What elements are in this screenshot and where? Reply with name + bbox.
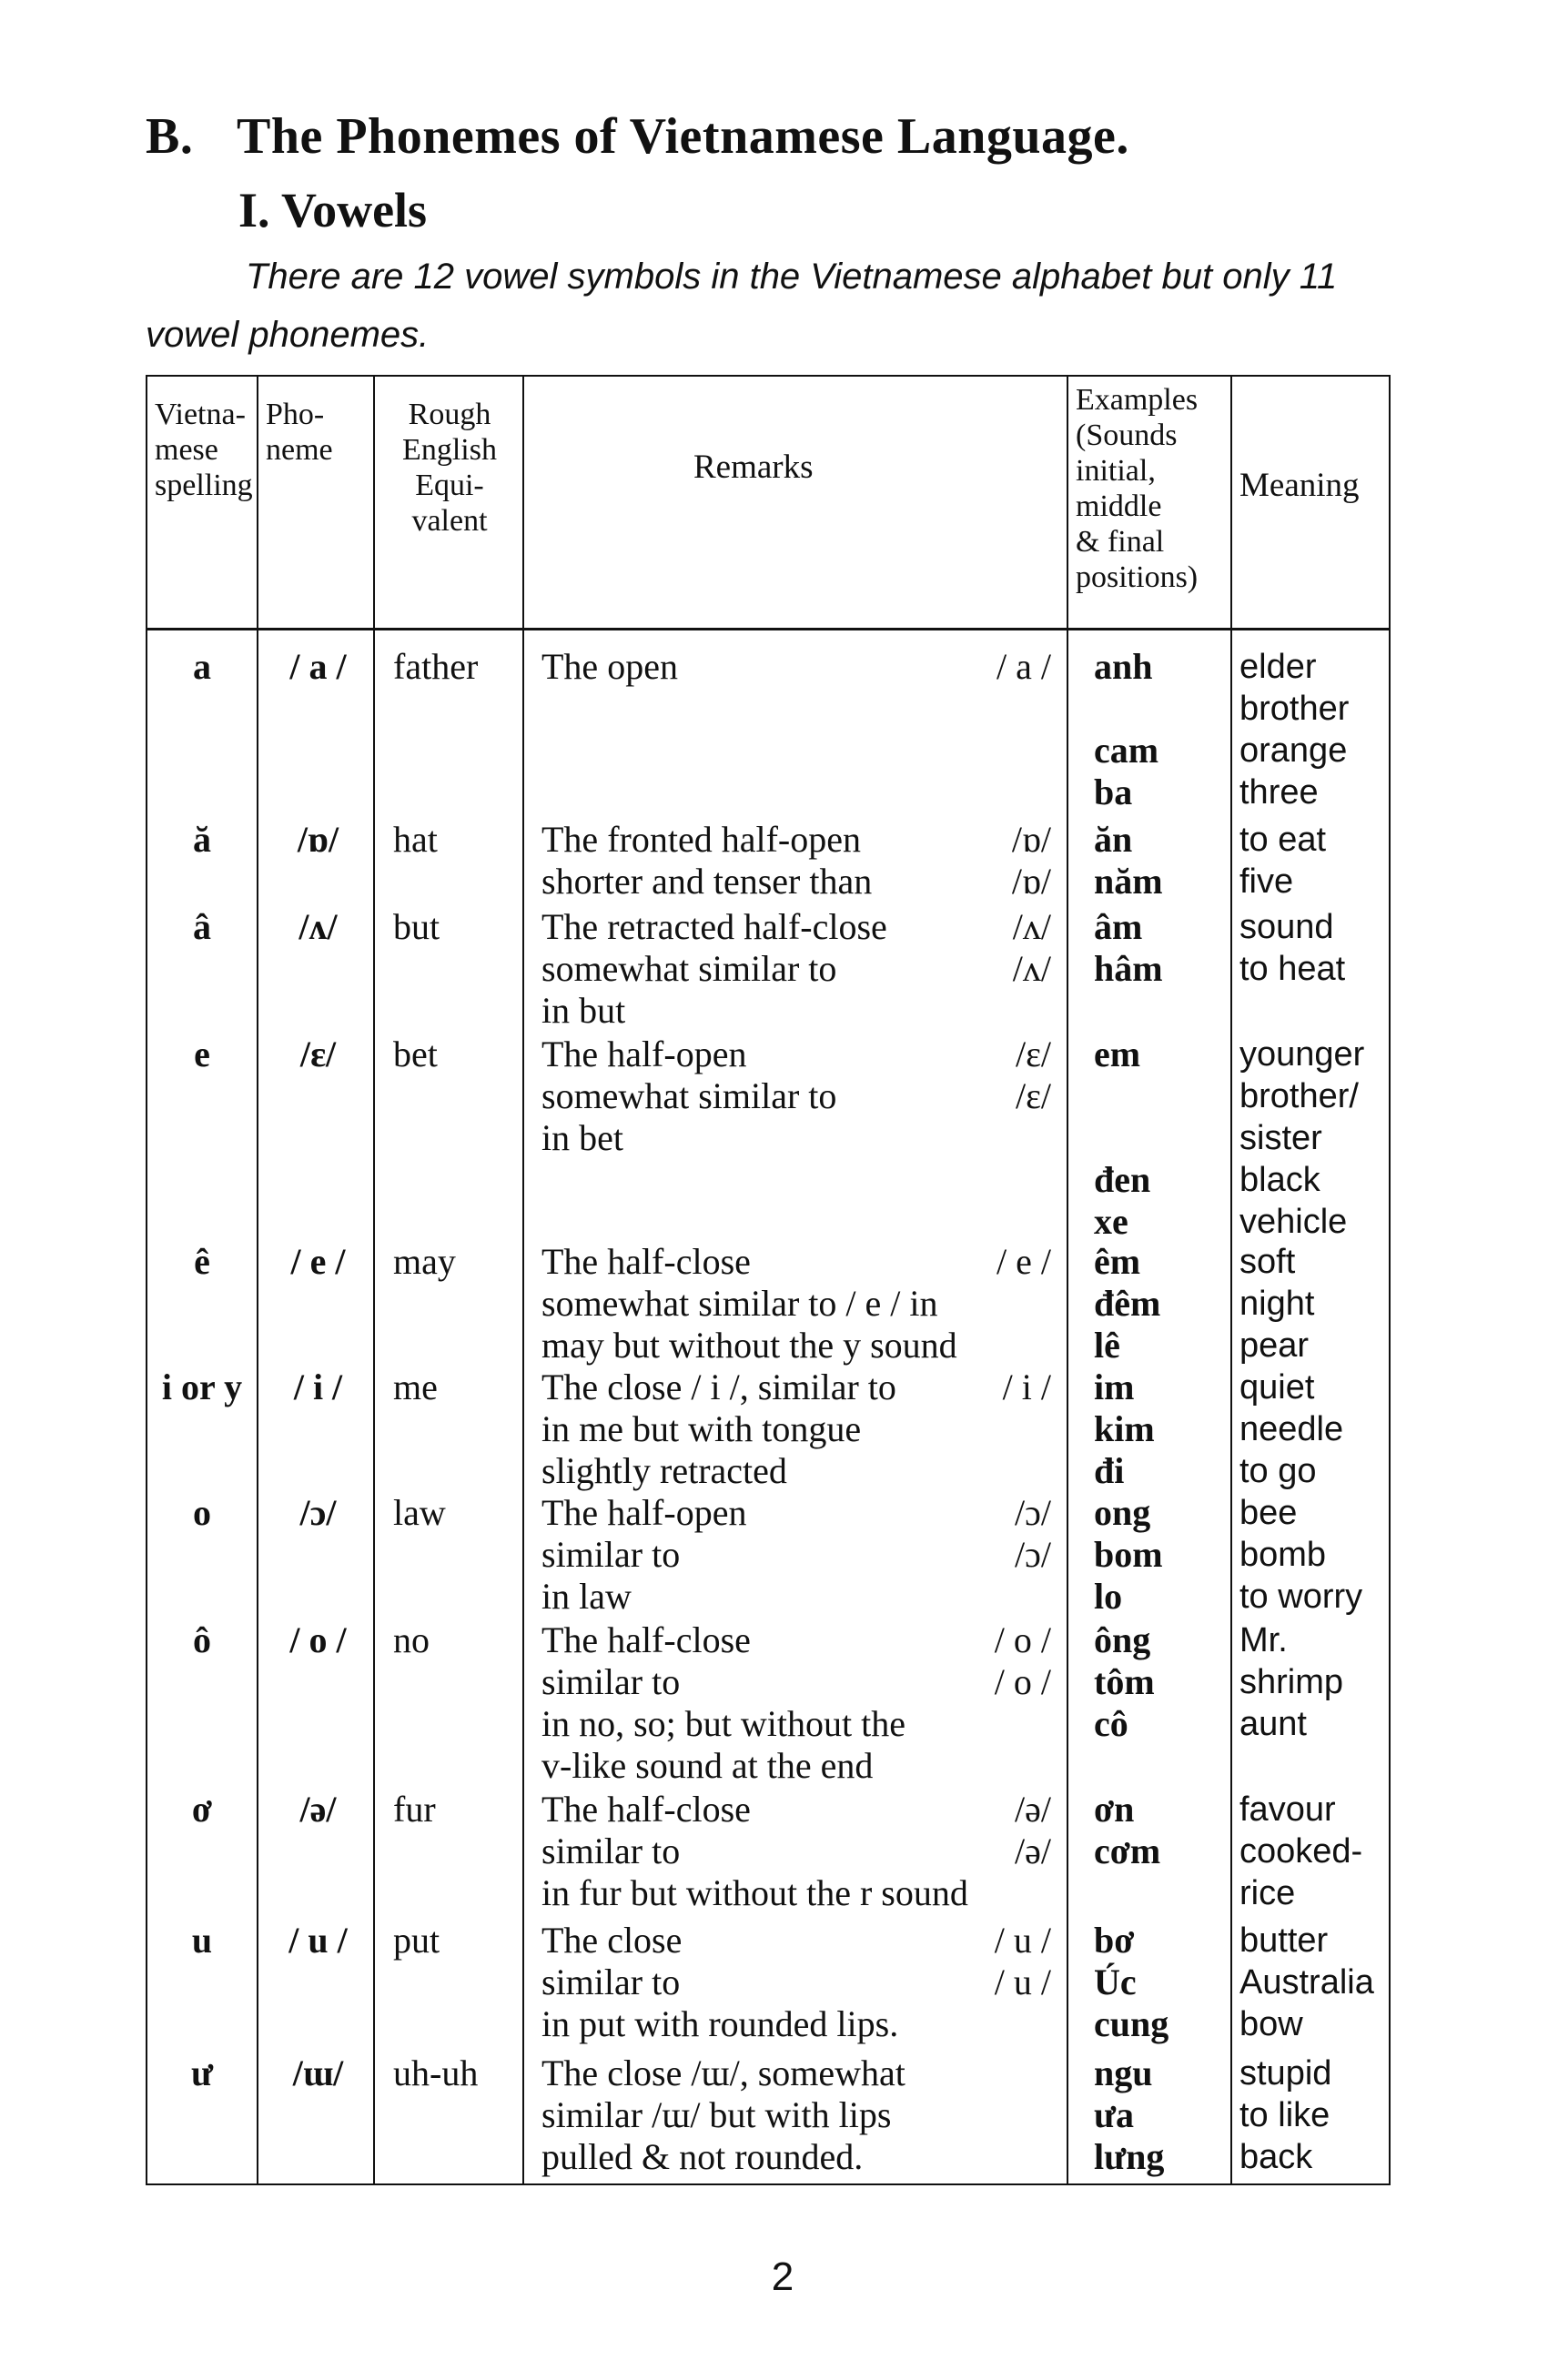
english-equivalent: uh-uh (393, 2052, 479, 2093)
example-word: ngu (1094, 2052, 1153, 2093)
examples (1094, 1366, 1221, 1492)
meaning-word: to eat (1239, 821, 1327, 859)
meaning-word: bow (1239, 2005, 1303, 2043)
meaning-word: aunt (1239, 1705, 1307, 1743)
remark-line (541, 1920, 1051, 1961)
phoneme: /ɔ/ (299, 1492, 337, 1533)
header-remarks: Remarks (693, 449, 814, 486)
remark-text: in law (541, 1576, 632, 1617)
remark-phoneme: /ɛ/ (1015, 1075, 1051, 1116)
meaning-word: brother/ (1239, 1077, 1359, 1115)
remark-text: similar to (541, 1830, 681, 1871)
meaning-word: shrimp (1239, 1663, 1344, 1701)
remark-text: similar to (541, 1961, 681, 2002)
example-word: đen (1094, 1159, 1151, 1200)
remarks (541, 1920, 1051, 2045)
remark-text: slightly retracted (541, 1450, 787, 1491)
remark-text: in me but with tongue (541, 1408, 862, 1449)
meanings (1239, 1366, 1390, 1492)
examples (1094, 1492, 1221, 1618)
remark-text: somewhat similar to (541, 1075, 837, 1116)
vietnamese-spelling: ơ (191, 1789, 213, 1830)
example-word: kim (1094, 1408, 1155, 1449)
remark-line (541, 1576, 1051, 1618)
remark-text: shorter and tenser than (541, 861, 873, 902)
remark-text: The close (541, 1920, 683, 1961)
meanings (1239, 2052, 1390, 2178)
remark-phoneme: / o / (994, 1619, 1051, 1660)
vowel-table (146, 375, 1391, 2185)
remark-line (541, 1408, 1051, 1450)
meaning-word: orange (1239, 731, 1348, 770)
remark-text: may but without the y sound (541, 1325, 957, 1366)
meaning-word: bee (1239, 1494, 1298, 1532)
remark-line (541, 1661, 1051, 1703)
remark-phoneme: /ɛ/ (1015, 1034, 1051, 1074)
remark-text: The half-close (541, 1789, 751, 1830)
examples (1094, 1920, 1221, 2045)
meaning-word: five (1239, 862, 1294, 901)
remark-text: somewhat similar to / e / in (541, 1283, 938, 1324)
meanings (1239, 906, 1390, 990)
english-equivalent: hat (393, 819, 438, 860)
example-word: lo (1094, 1576, 1123, 1617)
remark-line (541, 1450, 1051, 1492)
example-word: năm (1094, 861, 1163, 902)
english-equivalent: no (393, 1619, 430, 1660)
vietnamese-spelling: u (191, 1920, 213, 1961)
column-divider (257, 377, 258, 2183)
meaning-word: sound (1239, 908, 1334, 946)
example-word: âm (1094, 906, 1143, 947)
meaning-word: back (1239, 2138, 1313, 2176)
meaning-word: rice (1239, 1874, 1296, 1912)
meaning-word: to like (1239, 2096, 1330, 2134)
vietnamese-spelling: e (194, 1034, 210, 1074)
remark-text: similar /ɯ/ but with lips (541, 2094, 892, 2135)
remark-phoneme: / e / (997, 1241, 1051, 1282)
remark-line (541, 1789, 1051, 1830)
example-word: cô (1094, 1703, 1128, 1744)
english-equivalent: may (393, 1241, 456, 1282)
header-english: Rough English Equi- valent (402, 398, 497, 538)
examples (1094, 1619, 1221, 1745)
remark-phoneme: /ə/ (1015, 1789, 1051, 1830)
example-word: lê (1094, 1325, 1120, 1366)
remark-line (541, 2003, 1051, 2045)
english-equivalent: law (393, 1492, 446, 1533)
english-equivalent: fur (393, 1789, 436, 1830)
phoneme: / a / (289, 646, 347, 687)
remark-line (541, 948, 1051, 990)
remark-text: in no, so; but without the (541, 1703, 905, 1744)
example-word: tôm (1094, 1661, 1155, 1702)
vietnamese-spelling: o (193, 1492, 211, 1533)
example-word: im (1094, 1366, 1135, 1407)
vietnamese-spelling: ê (194, 1241, 210, 1282)
meanings (1239, 1789, 1390, 1914)
remark-line (541, 906, 1051, 948)
remark-line (541, 2052, 1051, 2094)
remark-line (541, 1241, 1051, 1283)
meaning-word: bomb (1239, 1536, 1327, 1574)
meanings (1239, 1619, 1390, 1745)
remarks (541, 1034, 1051, 1159)
phoneme: / e / (290, 1241, 346, 1282)
example-word (1094, 1117, 1221, 1159)
subsection-heading: I. Vowels (238, 183, 428, 237)
remark-line (541, 990, 1051, 1032)
vietnamese-spelling: ư (190, 2052, 213, 2093)
examples (1094, 819, 1221, 903)
remark-line (541, 2136, 1051, 2178)
remark-line (541, 2094, 1051, 2136)
section-title: The Phonemes of Vietnamese Language. (237, 108, 1129, 165)
example-word: em (1094, 1034, 1141, 1074)
remark-line (541, 1492, 1051, 1534)
remarks (541, 646, 1051, 688)
english-equivalent: put (393, 1920, 440, 1961)
meaning-word: quiet (1239, 1368, 1315, 1407)
remark-line (541, 1830, 1051, 1872)
section-number: B. (146, 108, 194, 165)
remark-phoneme: / u / (994, 1961, 1051, 2002)
remark-line (541, 1872, 1051, 1914)
meanings (1239, 1492, 1390, 1618)
phoneme: /ɯ/ (292, 2052, 344, 2093)
remark-phoneme: / o / (994, 1661, 1051, 1702)
vietnamese-spelling: i or y (161, 1366, 243, 1407)
header-spelling: Vietna- mese spelling (155, 398, 253, 502)
remark-text: somewhat similar to (541, 948, 837, 989)
column-divider (522, 377, 524, 2183)
remark-text: The close /ɯ/, somewhat (541, 2052, 905, 2093)
header-meaning: Meaning (1239, 467, 1360, 504)
meaning-word: cooked- (1239, 1832, 1363, 1871)
remark-text: in but (541, 990, 626, 1031)
english-equivalent: bet (393, 1034, 438, 1074)
meaning-word: vehicle (1239, 1203, 1348, 1241)
example-word: ơn (1094, 1789, 1135, 1830)
remark-text: The half-close (541, 1619, 751, 1660)
vietnamese-spelling: â (193, 906, 211, 947)
remark-line (541, 1534, 1051, 1576)
remarks (541, 1789, 1051, 1914)
remark-text: The half-open (541, 1034, 747, 1074)
meanings (1239, 819, 1390, 903)
examples (1094, 906, 1221, 990)
phoneme: /ə/ (299, 1789, 337, 1830)
meaning-word: Australia (1239, 1963, 1374, 2002)
remark-line (541, 1619, 1051, 1661)
remarks (541, 1492, 1051, 1618)
meaning-word: younger (1239, 1035, 1365, 1074)
remark-text: The half-open (541, 1492, 747, 1533)
meaning-word: butter (1239, 1921, 1329, 1960)
meanings (1239, 646, 1390, 813)
example-word: ưa (1094, 2094, 1135, 2135)
english-equivalent: me (393, 1366, 438, 1407)
remark-text: The open (541, 646, 678, 687)
example-word: bom (1094, 1534, 1163, 1575)
vietnamese-spelling: ă (193, 819, 211, 860)
example-word: ăn (1094, 819, 1133, 860)
meaning-word: brother (1239, 690, 1350, 728)
remark-phoneme: /ʌ/ (1012, 948, 1051, 989)
phoneme: / u / (288, 1920, 348, 1961)
example-word: ong (1094, 1492, 1151, 1533)
meanings (1239, 1920, 1390, 2045)
example-word: anh (1094, 646, 1153, 687)
remark-phoneme: / a / (997, 646, 1051, 687)
remark-phoneme: /ə/ (1015, 1830, 1051, 1871)
remark-line (541, 1366, 1051, 1408)
remarks (541, 819, 1051, 903)
remark-text: v-like sound at the end (541, 1745, 874, 1786)
meaning-word: to go (1239, 1452, 1317, 1490)
remark-text: The close / i /, similar to (541, 1366, 896, 1407)
example-word: ba (1094, 771, 1133, 812)
example-word: cung (1094, 2003, 1169, 2044)
remark-line (541, 819, 1051, 861)
examples (1094, 1241, 1221, 1366)
remark-line (541, 1075, 1051, 1117)
phoneme: /ɒ/ (297, 819, 339, 860)
meaning-word: Mr. (1239, 1621, 1288, 1659)
vietnamese-spelling: a (193, 646, 211, 687)
remark-text: The half-close (541, 1241, 751, 1282)
remark-line (541, 861, 1051, 903)
remark-phoneme: / u / (994, 1920, 1051, 1961)
phoneme: /ʌ/ (298, 906, 338, 947)
phoneme: / o / (289, 1619, 347, 1660)
remarks (541, 1619, 1051, 1787)
header-examples: Examples (Sounds initial, middle & final positions) (1076, 383, 1199, 594)
examples (1094, 646, 1221, 813)
phoneme: /ɛ/ (299, 1034, 337, 1074)
remark-text: The fronted half-open (541, 819, 861, 860)
column-divider (1067, 377, 1068, 2183)
column-divider (1230, 377, 1232, 2183)
intro-paragraph: There are 12 vowel symbols in the Vietnamese alphabet but only 11 vowel phonemes. (146, 257, 1338, 355)
column-divider (373, 377, 375, 2183)
remark-phoneme: /ɔ/ (1015, 1492, 1051, 1533)
remark-text: in put with rounded lips. (541, 2003, 899, 2044)
example-word: bơ (1094, 1920, 1135, 1961)
remark-text: in bet (541, 1117, 623, 1158)
phoneme: / i / (293, 1366, 343, 1407)
section-heading (146, 107, 1129, 166)
example-word: cam (1094, 730, 1159, 771)
meaning-word: elder (1239, 648, 1317, 686)
remark-text: The retracted half-close (541, 906, 887, 947)
remark-line (541, 1117, 1051, 1159)
remark-phoneme: /ʌ/ (1012, 906, 1051, 947)
remark-phoneme: /ɒ/ (1011, 861, 1051, 902)
meaning-word: night (1239, 1285, 1315, 1323)
example-word: hâm (1094, 948, 1163, 989)
example-word: đi (1094, 1450, 1125, 1491)
remark-text: similar to (541, 1661, 681, 1702)
example-word: cơm (1094, 1830, 1161, 1871)
english-equivalent: father (393, 646, 479, 687)
example-word: Úc (1094, 1961, 1137, 2002)
header-rule (147, 628, 1389, 630)
meaning-word: to worry (1239, 1578, 1363, 1616)
remarks (541, 1366, 1051, 1492)
examples (1094, 2052, 1221, 2178)
example-word: êm (1094, 1241, 1141, 1282)
example-word: lưng (1094, 2136, 1165, 2177)
remark-text: in fur but without the r sound (541, 1872, 968, 1913)
example-word: đêm (1094, 1283, 1161, 1324)
page-number: 2 (771, 2254, 794, 2299)
examples (1094, 1034, 1221, 1243)
remarks (541, 906, 1051, 1032)
remark-line (541, 1034, 1051, 1075)
meaning-word: needle (1239, 1410, 1344, 1448)
meaning-word: sister (1239, 1119, 1322, 1157)
remark-line (541, 1961, 1051, 2003)
meaning-word: three (1239, 773, 1319, 812)
example-word (1094, 688, 1221, 730)
meaning-word: to heat (1239, 950, 1346, 988)
meaning-word: pear (1239, 1326, 1310, 1365)
header-phoneme: Pho- neme (266, 398, 333, 467)
english-equivalent: but (393, 906, 440, 947)
meanings (1239, 1241, 1390, 1366)
example-word: xe (1094, 1201, 1128, 1242)
examples (1094, 1789, 1221, 1872)
remark-line (541, 1745, 1051, 1787)
remark-phoneme: /ɔ/ (1015, 1534, 1051, 1575)
meaning-word: black (1239, 1161, 1320, 1199)
vietnamese-spelling: ô (193, 1619, 211, 1660)
remark-line (541, 1283, 1051, 1325)
meanings (1239, 1034, 1390, 1243)
meaning-word: favour (1239, 1790, 1336, 1829)
remark-line (541, 646, 1051, 688)
remark-phoneme: / i / (1002, 1366, 1051, 1407)
remarks (541, 1241, 1051, 1366)
meaning-word: soft (1239, 1243, 1296, 1281)
example-word (1094, 1075, 1221, 1117)
remarks (541, 2052, 1051, 2178)
remark-line (541, 1325, 1051, 1366)
remark-line (541, 1703, 1051, 1745)
remark-text: similar to (541, 1534, 681, 1575)
example-word: ông (1094, 1619, 1151, 1660)
remark-text: pulled & not rounded. (541, 2136, 864, 2177)
meaning-word: stupid (1239, 2054, 1332, 2093)
remark-phoneme: /ɒ/ (1011, 819, 1051, 860)
